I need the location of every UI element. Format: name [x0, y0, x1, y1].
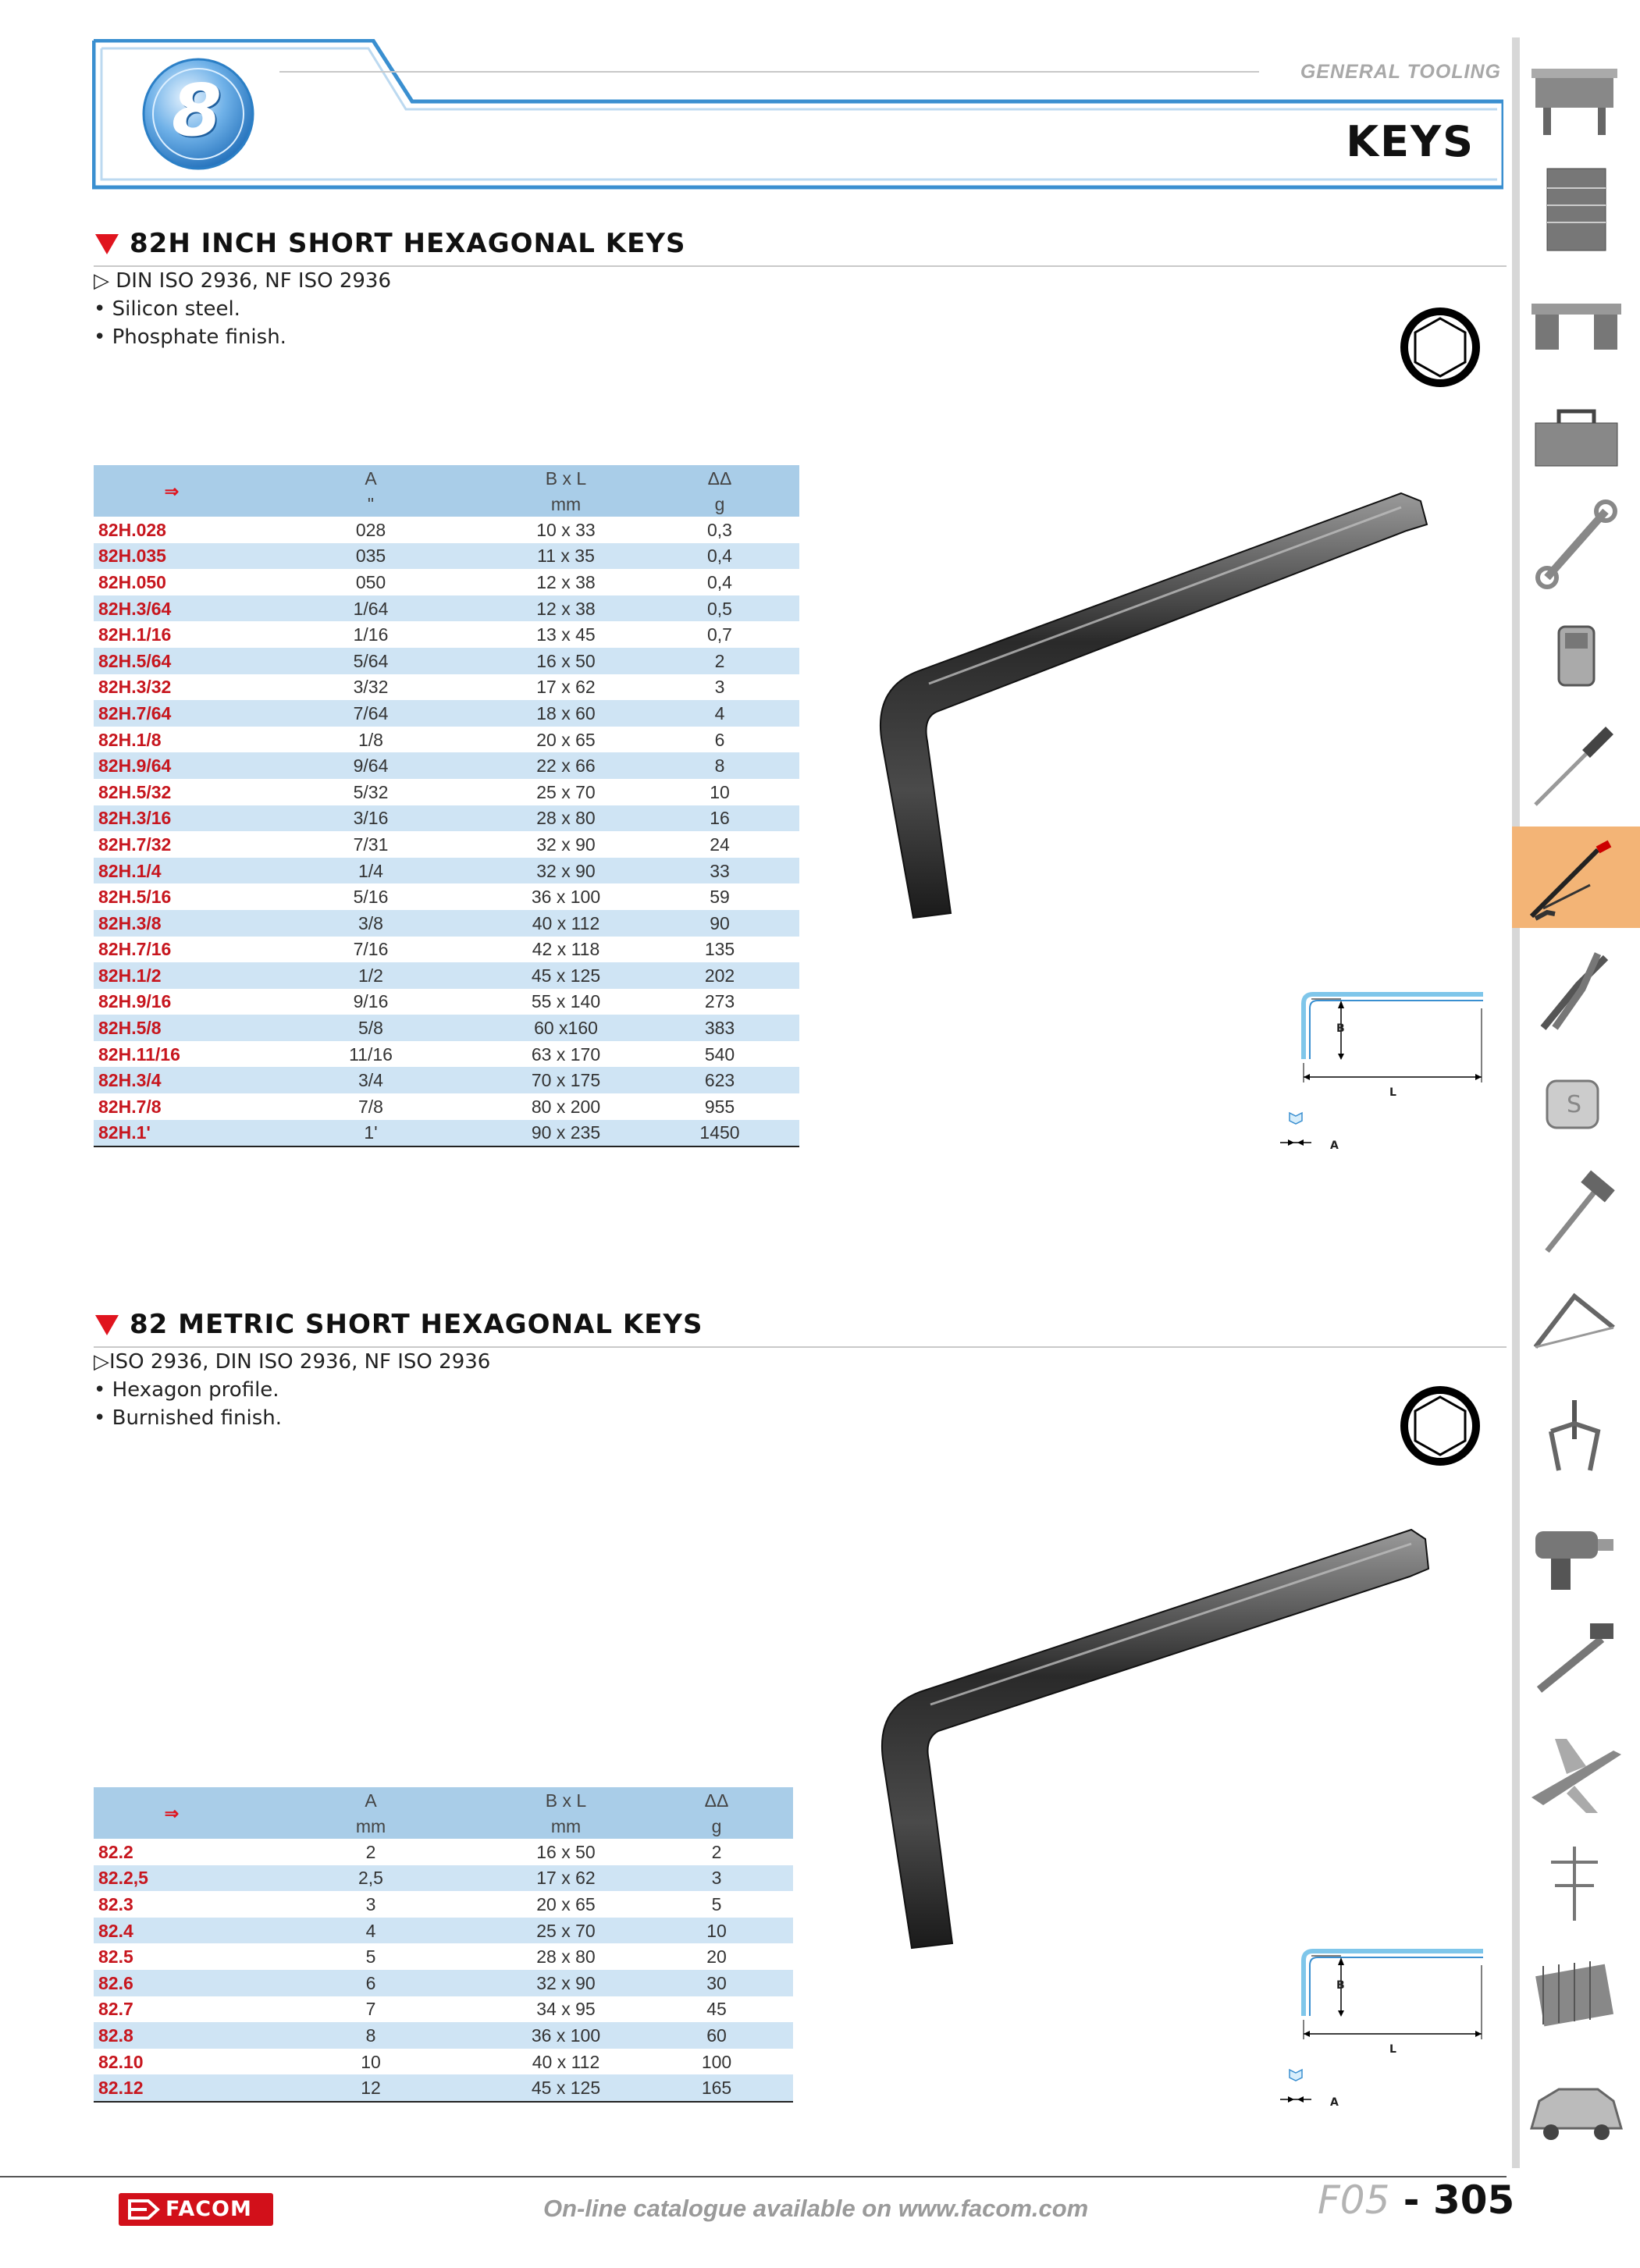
weight: 10 [640, 1918, 793, 1944]
sidebar-tab-hammer[interactable] [1512, 1161, 1640, 1263]
table-row [94, 674, 799, 701]
size-bxl: 13 x 45 [536, 624, 596, 645]
table-row [94, 700, 799, 727]
size-bxl: 25 x 70 [492, 1918, 640, 1944]
size-a: 7/31 [353, 834, 389, 855]
table-row [94, 1093, 799, 1120]
section-header-metric [94, 1307, 1507, 1348]
table-row [94, 517, 799, 543]
size-bxl: 36 x 100 [492, 2022, 640, 2049]
dimension-diagram [1272, 1942, 1483, 2113]
product-ref[interactable]: 82H.1/2 [94, 962, 250, 989]
size-a: 4 [250, 1918, 492, 1944]
product-ref[interactable]: 82H.050 [98, 571, 166, 592]
section-header-inch [94, 226, 1507, 267]
size-a: 7/64 [250, 700, 492, 727]
col-header-a: A [250, 1787, 492, 1813]
weight: 165 [640, 2074, 793, 2102]
size-bxl: 17 x 62 [492, 1865, 640, 1892]
label-b: B [1336, 1022, 1345, 1035]
product-ref[interactable]: 82.2,5 [94, 1865, 250, 1892]
chapter-badge-number: 8 [171, 69, 222, 152]
table-row [94, 648, 799, 674]
weight-icon: ΔΔ [640, 1787, 793, 1813]
size-a: 7/8 [358, 1096, 383, 1117]
size-a: 3/32 [353, 677, 389, 698]
page-title: KEYS [1346, 117, 1475, 166]
svg-text:S: S [1567, 1091, 1582, 1118]
weight: 16 [640, 805, 799, 832]
size-a: 5/64 [250, 648, 492, 674]
size-a: 5/16 [353, 887, 389, 908]
socket-icon [1512, 603, 1640, 705]
table-row [94, 2074, 793, 2102]
size-bxl: 28 x 80 [536, 1946, 596, 1968]
tape-measure-icon [1512, 1050, 1640, 1151]
weight: 4 [640, 700, 799, 727]
product-ref[interactable]: 82H.5/16 [98, 887, 172, 908]
weight: 3 [640, 1865, 793, 1892]
impact-wrench-icon [1512, 1496, 1640, 1598]
size-a: 1' [250, 1120, 492, 1147]
size-bxl: 25 x 70 [536, 781, 596, 802]
hammer-icon [1512, 1161, 1640, 1263]
size-bxl: 34 x 95 [536, 1999, 596, 2020]
size-a: 5 [365, 1946, 376, 1968]
size-bxl: 28 x 80 [492, 805, 640, 832]
col-header-bl: B x L [492, 465, 640, 491]
sidebar-tab-impact-wrench[interactable] [1512, 1496, 1640, 1598]
sidebar-tab-toolbox[interactable] [1512, 380, 1640, 482]
sidebar-tab-wrench[interactable] [1512, 492, 1640, 593]
product-ref[interactable]: 82.12 [94, 2074, 250, 2102]
size-bxl: 45 x 125 [492, 962, 640, 989]
col-unit-a: mm [250, 1813, 492, 1839]
bullet-item: • Phosphate finish. [94, 325, 286, 349]
size-a: 5/8 [250, 1015, 492, 1041]
weight: 955 [704, 1096, 735, 1117]
toolbox-icon [1512, 380, 1640, 482]
table-row [94, 621, 799, 648]
section-description [94, 267, 391, 351]
standards-text: ▷ISO 2936, DIN ISO 2936, NF ISO 2936 [94, 1350, 491, 1374]
weight: 6 [714, 729, 725, 750]
size-a: 10 [361, 2051, 381, 2072]
product-ref[interactable]: 82.2 [98, 1841, 133, 1862]
size-bxl: 11 x 35 [492, 543, 640, 570]
table-row [94, 595, 799, 622]
weight: 0,5 [640, 595, 799, 622]
footer-note: On-line catalogue available on www.facom.com [543, 2195, 1089, 2222]
weight: 60 [640, 2022, 793, 2049]
section-description [94, 1348, 490, 1432]
bullet-item: • Silicon steel. [94, 297, 240, 321]
brand-arrow-icon: ⇒ [94, 465, 250, 517]
weight: 1450 [640, 1120, 799, 1147]
product-ref[interactable]: 82.8 [94, 2022, 250, 2049]
size-a: 035 [250, 543, 492, 570]
size-bxl: 20 x 65 [536, 1893, 596, 1914]
sidebar-tab-aircraft[interactable] [1512, 1719, 1640, 1821]
size-bxl: 60 x160 [492, 1015, 640, 1041]
bullet-item: • Hexagon profile. [94, 1378, 279, 1402]
size-bxl: 12 x 38 [492, 595, 640, 622]
size-a: 2,5 [250, 1865, 492, 1892]
section-title: 82 METRIC SHORT HEXAGONAL KEYS [130, 1309, 703, 1340]
product-ref[interactable]: 82H.3/4 [94, 1067, 250, 1093]
weight: 2 [640, 648, 799, 674]
product-ref[interactable]: 82.7 [98, 1999, 133, 2020]
sidebar-tab-pliers[interactable] [1512, 938, 1640, 1040]
section-marker-icon [95, 1315, 119, 1335]
table-row [94, 727, 799, 753]
sidebar-tab-puller[interactable] [1512, 1385, 1640, 1486]
sidebar-tab-electrical[interactable] [1512, 1831, 1640, 1932]
product-ref[interactable]: 82H.028 [98, 519, 166, 540]
wrench-icon [1512, 492, 1640, 593]
weight: 2 [711, 1841, 722, 1862]
size-a: 12 [250, 2074, 492, 2102]
weight: 202 [640, 962, 799, 989]
table-row [94, 569, 799, 595]
size-bxl: 55 x 140 [531, 991, 601, 1012]
table-row [94, 1891, 793, 1918]
table-row [94, 779, 799, 805]
product-ref[interactable]: 82H.7/8 [98, 1096, 162, 1117]
weight: 100 [701, 2051, 732, 2072]
size-a: 028 [355, 519, 386, 540]
weight: 0,3 [707, 519, 732, 540]
table-row [94, 543, 799, 570]
weight: 33 [640, 858, 799, 884]
size-bxl: 10 x 33 [536, 519, 596, 540]
table-row [94, 1996, 793, 2023]
product-ref[interactable]: 82.6 [94, 1970, 250, 1996]
product-ref[interactable]: 82.5 [98, 1946, 133, 1968]
electronics-icon [1512, 1943, 1640, 2044]
size-a: 9/64 [250, 752, 492, 779]
size-a: 8 [250, 2022, 492, 2049]
weight: 383 [640, 1015, 799, 1041]
page-number-block [1318, 2177, 1514, 2223]
size-bxl: 40 x 112 [532, 2051, 600, 2072]
weight-icon: ΔΔ [640, 465, 799, 491]
product-ref[interactable]: 82H.9/16 [98, 991, 172, 1012]
weight: 5 [711, 1893, 722, 1914]
size-a: 1/8 [358, 729, 383, 750]
col-unit-w: g [640, 491, 799, 517]
size-bxl: 22 x 66 [492, 752, 640, 779]
weight: 0,4 [640, 543, 799, 570]
label-b: B [1336, 1979, 1345, 1992]
weight: 10 [710, 781, 730, 802]
table-row [94, 831, 799, 858]
size-a: 7/16 [353, 939, 389, 960]
size-a: 1/16 [353, 624, 389, 645]
table-row [94, 1865, 793, 1892]
product-ref[interactable]: 82H.11/16 [98, 1043, 180, 1065]
size-a: 050 [355, 571, 386, 592]
size-bxl: 16 x 50 [536, 1841, 596, 1862]
weight: 45 [706, 1999, 727, 2020]
product-ref[interactable]: 82H.035 [94, 543, 250, 570]
size-bxl: 32 x 90 [492, 858, 640, 884]
sidebar-tab-electronics[interactable] [1512, 1943, 1640, 2044]
table-row [94, 1970, 793, 1996]
size-bxl: 20 x 65 [536, 729, 596, 750]
size-bxl: 36 x 100 [531, 887, 601, 908]
sidebar-tab-screwdriver[interactable] [1512, 715, 1640, 816]
table-row [94, 858, 799, 884]
size-bxl: 12 x 38 [536, 571, 596, 592]
page-code: F05 [1318, 2177, 1390, 2223]
size-bxl: 45 x 125 [492, 2074, 640, 2102]
product-ref[interactable]: 82H.9/64 [94, 752, 250, 779]
weight: 24 [710, 834, 730, 855]
spec-table-metric [94, 1787, 793, 2103]
product-ref[interactable]: 82H.3/32 [98, 677, 172, 698]
hex-key-photo [851, 484, 1444, 921]
section-title: 82H INCH SHORT HEXAGONAL KEYS [130, 228, 686, 259]
table-row [94, 1120, 799, 1147]
weight: 623 [640, 1067, 799, 1093]
weight: 3 [714, 677, 725, 698]
size-a: 3/8 [250, 910, 492, 937]
page-number: 305 [1432, 2177, 1515, 2223]
weight: 59 [710, 887, 730, 908]
label-l: L [1389, 2043, 1396, 2056]
aircraft-icon [1512, 1719, 1640, 1821]
bench-icon [1512, 268, 1640, 370]
product-ref[interactable]: 82H.5/64 [94, 648, 250, 674]
weight: 0,7 [707, 624, 732, 645]
weight: 0,4 [707, 571, 732, 592]
product-ref[interactable]: 82H.3/64 [94, 595, 250, 622]
product-ref[interactable]: 82H.1/16 [98, 624, 172, 645]
product-ref[interactable]: 82H.7/16 [98, 939, 172, 960]
screwdriver-icon [1512, 715, 1640, 816]
product-ref[interactable]: 82H.1/4 [94, 858, 250, 884]
product-ref[interactable]: 82.10 [98, 2051, 144, 2072]
product-ref[interactable]: 82H.1' [94, 1120, 250, 1147]
header-subtitle: GENERAL TOOLING [1300, 61, 1501, 83]
size-a: 1/2 [250, 962, 492, 989]
weight: 90 [640, 910, 799, 937]
table-row [94, 910, 799, 937]
size-a: 3 [365, 1893, 376, 1914]
label-l: L [1389, 1086, 1396, 1099]
size-bxl: 40 x 112 [492, 910, 640, 937]
size-a: 5/32 [353, 781, 389, 802]
sidebar-tab-hacksaw[interactable] [1512, 1273, 1640, 1374]
weight: 30 [640, 1970, 793, 1996]
dimension-diagram [1272, 985, 1483, 1157]
size-a: 3/4 [250, 1067, 492, 1093]
facom-logo[interactable] [119, 2193, 273, 2226]
tool-cabinet-icon [1512, 157, 1640, 258]
product-ref[interactable]: 82H.3/16 [94, 805, 250, 832]
sidebar-tab-socket[interactable] [1512, 603, 1640, 705]
col-header-a: A [250, 465, 492, 491]
size-a: 11/16 [349, 1043, 393, 1065]
product-ref[interactable]: 82H.7/32 [98, 834, 172, 855]
size-bxl: 17 x 62 [536, 677, 596, 698]
col-unit-bl: mm [492, 1813, 640, 1839]
table-row [94, 1918, 793, 1944]
sidebar-tab-bench[interactable] [1512, 268, 1640, 370]
footer-rule [0, 2176, 1507, 2177]
electrical-icon [1512, 1831, 1640, 1932]
bullet-item: • Burnished finish. [94, 1406, 283, 1430]
product-ref[interactable]: 82H.1/8 [98, 729, 162, 750]
size-bxl: 16 x 50 [492, 648, 640, 674]
puller-icon [1512, 1385, 1640, 1486]
size-a: 7 [365, 1999, 376, 2020]
size-bxl: 32 x 90 [492, 1970, 640, 1996]
table-row [94, 937, 799, 963]
sidebar-tab-tape-measure[interactable] [1512, 1050, 1640, 1151]
table-row [94, 752, 799, 779]
table-row [94, 962, 799, 989]
table-row [94, 2049, 793, 2075]
product-ref[interactable]: 82H.3/8 [94, 910, 250, 937]
product-ref[interactable]: 82.4 [94, 1918, 250, 1944]
col-header-bl: B x L [492, 1787, 640, 1813]
category-sidebar [1512, 37, 1640, 2168]
sidebar-tab-pipe-wrench[interactable] [1512, 1608, 1640, 1709]
label-a: A [1330, 1139, 1339, 1152]
table-row [94, 989, 799, 1015]
size-bxl: 80 x 200 [531, 1096, 601, 1117]
size-bxl: 90 x 235 [492, 1120, 640, 1147]
size-a: 1/4 [250, 858, 492, 884]
workbench-icon [1512, 45, 1640, 147]
table-row [94, 883, 799, 910]
pliers-icon [1512, 938, 1640, 1040]
weight: 135 [704, 939, 735, 960]
sidebar-tab-tool-cabinet[interactable] [1512, 157, 1640, 258]
weight: 8 [640, 752, 799, 779]
table-row [94, 2022, 793, 2049]
weight: 540 [704, 1043, 735, 1065]
weight: 20 [706, 1946, 727, 1968]
hexagon-profile-icon [1397, 1383, 1483, 1469]
brand-name: FACOM [165, 2197, 252, 2221]
size-a: 9/16 [353, 991, 389, 1012]
facom-arrow-icon [126, 2198, 161, 2221]
car-icon [1512, 2054, 1640, 2156]
sidebar-tab-workbench[interactable] [1512, 45, 1640, 147]
hacksaw-icon [1512, 1273, 1640, 1374]
product-ref[interactable]: 82H.7/64 [94, 700, 250, 727]
col-unit-w: g [640, 1813, 793, 1839]
size-bxl: 18 x 60 [492, 700, 640, 727]
weight: 273 [704, 991, 735, 1012]
sidebar-tab-car[interactable] [1512, 2054, 1640, 2156]
size-a: 3/16 [250, 805, 492, 832]
size-a: 1/64 [250, 595, 492, 622]
size-bxl: 32 x 90 [536, 834, 596, 855]
hex-key-photo [851, 1522, 1444, 1959]
product-ref[interactable]: 82H.5/8 [94, 1015, 250, 1041]
size-a: 6 [250, 1970, 492, 1996]
section-marker-icon [95, 234, 119, 254]
table-row [94, 1041, 799, 1068]
hexagon-profile-icon [1397, 304, 1483, 390]
product-ref[interactable]: 82.3 [98, 1893, 133, 1914]
page-separator: - [1389, 2177, 1433, 2223]
size-a: 2 [365, 1841, 376, 1862]
size-bxl: 63 x 170 [531, 1043, 601, 1065]
sidebar-tab-hex-key[interactable] [1512, 827, 1640, 928]
hex-key-icon [1512, 827, 1640, 928]
brand-arrow-icon: ⇒ [94, 1787, 250, 1839]
table-row [94, 1839, 793, 1865]
size-bxl: 42 x 118 [532, 939, 600, 960]
chapter-header-frame [92, 39, 1503, 191]
product-ref[interactable]: 82H.5/32 [98, 781, 172, 802]
table-row [94, 1015, 799, 1041]
col-unit-bl: mm [492, 491, 640, 517]
standards-text: ▷ DIN ISO 2936, NF ISO 2936 [94, 269, 391, 293]
table-row [94, 1943, 793, 1970]
table-row [94, 1067, 799, 1093]
label-a: A [1330, 2096, 1339, 2109]
spec-table-inch [94, 465, 799, 1147]
col-unit-a: " [250, 491, 492, 517]
size-bxl: 70 x 175 [492, 1067, 640, 1093]
table-row [94, 805, 799, 832]
pipe-wrench-icon [1512, 1608, 1640, 1709]
